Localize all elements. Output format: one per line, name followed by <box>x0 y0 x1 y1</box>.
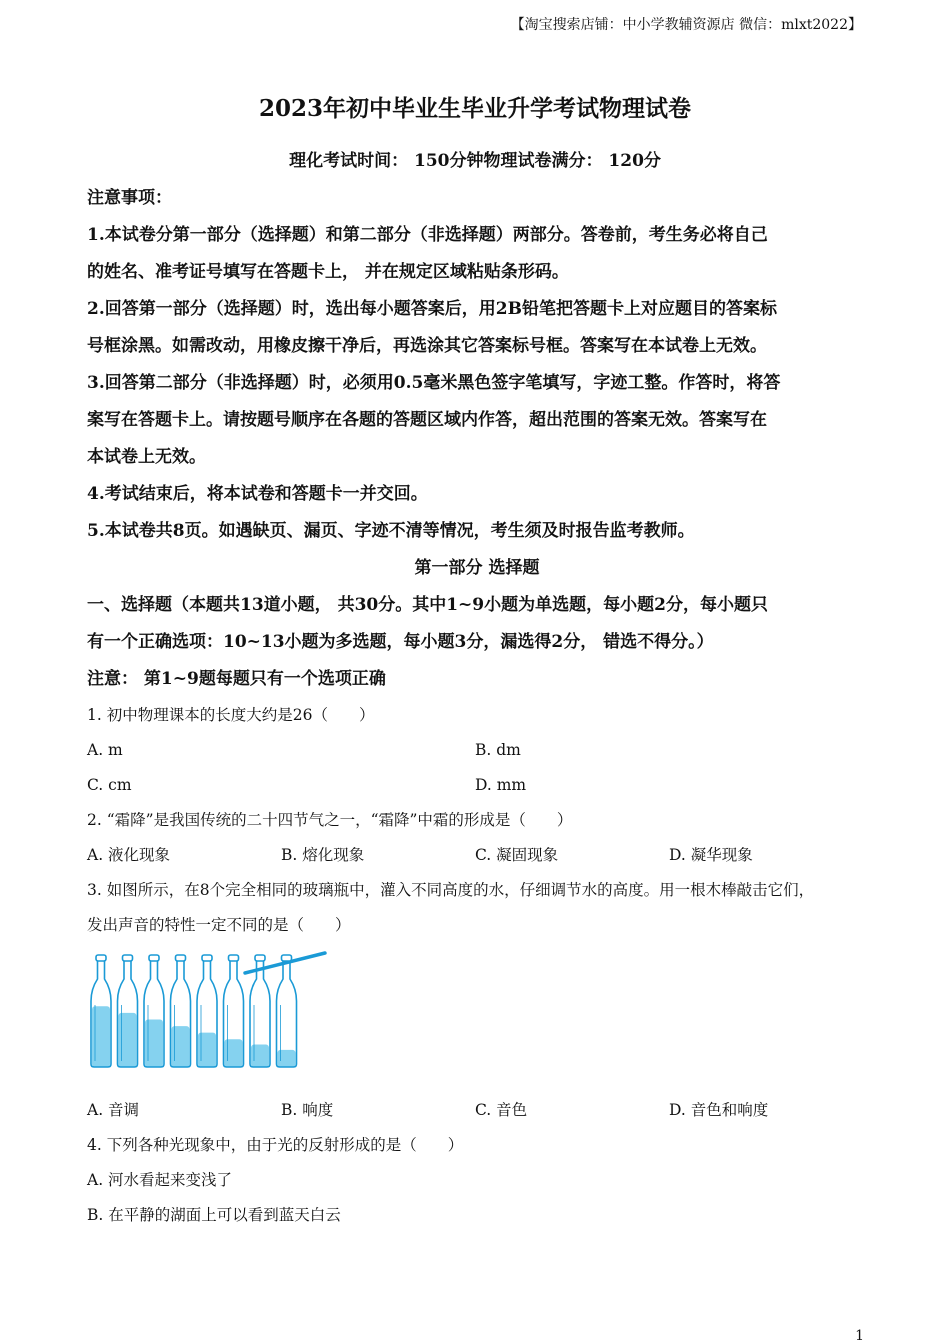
option-d: D. mm <box>475 776 527 794</box>
bottles-figure <box>87 943 867 1093</box>
page-title: 2023年初中毕业生毕业升学考试物理试卷 <box>258 95 691 122</box>
question-1-options-row <box>87 768 867 803</box>
question-3-stem: 发出声音的特性一定不同的是（ ） <box>87 916 351 934</box>
option-a: A. 音调 <box>87 1101 140 1119</box>
question-3-options-row <box>87 1093 867 1128</box>
option-b: B. 在平静的湖面上可以看到蓝天白云 <box>87 1206 341 1224</box>
notice-line: 4.考试结束后，将本试卷和答题卡一并交回。 <box>87 484 428 504</box>
option-a: A. 河水看起来变浅了 <box>87 1171 233 1189</box>
option-c: C. 凝固现象 <box>475 846 559 864</box>
bottles-illustration <box>87 949 347 1089</box>
bottle-cap <box>255 955 265 961</box>
notice-line: 号框涂黑。如需改动，用橡皮擦干净后，再选涂其它答案标号框。答案写在本试卷上无效。 <box>87 336 767 356</box>
notice-line: 案写在答题卡上。请按题号顺序在各题的答题区域内作答，超出范围的答案无效。答案写在 <box>87 410 767 430</box>
notice-line: 2.回答第一部分（选择题）时，选出每小题答案后，用2B铅笔把答题卡上对应题目的答案标 <box>87 299 777 319</box>
notice-line: 3.回答第二部分（非选择题）时，必须用0.5毫米黑色签字笔填写，字迹工整。作答时，将答 <box>87 373 781 393</box>
question-1-stem: 1. 初中物理课本的长度大约是26（ ） <box>87 706 375 724</box>
bottle-cap <box>176 955 186 961</box>
bottle-cap <box>282 955 292 961</box>
question-4-stem: 4. 下列各种光现象中，由于光的反射形成的是（ ） <box>87 1136 464 1154</box>
bottle-cap <box>149 955 159 961</box>
option-b: B. 响度 <box>281 1101 334 1119</box>
bottle-cap <box>229 955 239 961</box>
header-note: 【淘宝搜索店铺：中小学教辅资源店 微信：mlxt2022】 <box>510 17 862 33</box>
part1-heading: 第一部分 选择题 <box>414 558 540 578</box>
option-b: B. 熔化现象 <box>281 846 365 864</box>
option-a: A. 液化现象 <box>87 846 171 864</box>
notice-heading: 注意事项： <box>87 188 172 208</box>
question-3-stem: 3. 如图所示，在8个完全相同的玻璃瓶中，灌入不同高度的水，仔细调节水的高度。用一根木棒敲击它们， <box>87 881 815 899</box>
question-2-stem: 2. “霜降”是我国传统的二十四节气之一，“霜降”中霜的形成是（ ） <box>87 811 573 829</box>
glass-bottle <box>118 955 138 1067</box>
section-instruction: 一、选择题（本题共13道小题， 共30分。其中1~9小题为单选题，每小题2分，每小题只 <box>87 595 768 615</box>
notice-line: 5.本试卷共8页。如遇缺页、漏页、字迹不清等情况，考生须及时报告监考教师。 <box>87 521 695 541</box>
glass-bottle <box>171 955 191 1067</box>
option-c: C. 音色 <box>475 1101 528 1119</box>
page-number: 1 <box>855 1328 864 1344</box>
bottle-cap <box>202 955 212 961</box>
notice-line: 本试卷上无效。 <box>87 447 206 467</box>
glass-bottle <box>224 955 244 1067</box>
question-2-options-row <box>87 838 867 873</box>
option-b: B. dm <box>475 741 521 759</box>
notice-line: 1.本试卷分第一部分（选择题）和第二部分（非选择题）两部分。答卷前，考生务必将自己 <box>87 225 768 245</box>
option-a: A. m <box>87 741 123 759</box>
page-subtitle: 理化考试时间： 150分钟物理试卷满分： 120分 <box>289 151 661 171</box>
option-d: D. 音色和响度 <box>669 1101 769 1119</box>
notice-line: 的姓名、准考证号填写在答题卡上， 并在规定区域粘贴条形码。 <box>87 262 569 282</box>
glass-bottle <box>144 955 164 1067</box>
option-d: D. 凝华现象 <box>669 846 753 864</box>
section-instruction: 有一个正确选项：10~13小题为多选题，每小题3分，漏选得2分， 错选不得分。） <box>87 632 714 652</box>
bottle-cap <box>96 955 106 961</box>
glass-bottle <box>197 955 217 1067</box>
glass-bottle <box>277 955 297 1067</box>
question-1-options-row <box>87 733 867 768</box>
glass-bottle <box>91 955 111 1067</box>
section-note: 注意： 第1~9题每题只有一个选项正确 <box>87 669 386 689</box>
exam-content <box>87 180 867 1233</box>
option-c: C. cm <box>87 776 132 794</box>
bottle-cap <box>123 955 133 961</box>
